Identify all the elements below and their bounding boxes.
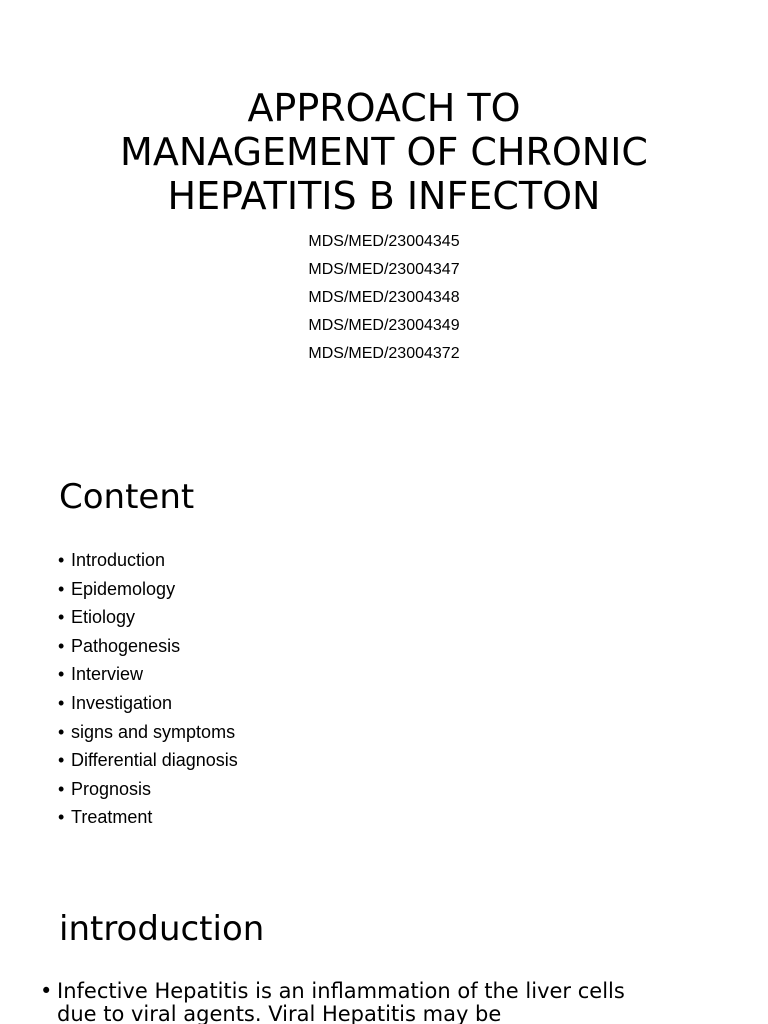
content-bullet-list [58,546,238,832]
introduction-heading: introduction [59,909,265,949]
title-slide [0,0,768,432]
student-id: MDS/MED/23004348 [308,289,460,306]
content-item: • Interview [58,660,238,689]
content-slide [0,432,768,864]
student-id-list [0,228,768,368]
introduction-text: Infective Hepatitis is an inflammation of the liver cells due to viral agents. Viral Hepatitis may be [57,979,625,1024]
student-id: MDS/MED/23004345 [308,233,460,250]
bullet-marker: • [40,979,53,1003]
content-item: • Introduction [58,546,238,575]
student-id: MDS/MED/23004372 [308,345,460,362]
content-item: • Treatment [58,803,238,832]
student-id: MDS/MED/23004349 [308,317,460,334]
content-item: • Pathogenesis [58,632,238,661]
content-item: • Investigation [58,689,238,718]
content-item: • Prognosis [58,775,238,804]
introduction-slide [0,864,768,1024]
content-item: • signs and symptoms [58,718,238,747]
introduction-bullet [40,980,657,1024]
student-id: MDS/MED/23004347 [308,261,460,278]
content-item: • Differential diagnosis [58,746,238,775]
content-item: • Etiology [58,603,238,632]
content-item: • Epidemology [58,575,238,604]
presentation-title: APPROACH TO MANAGEMENT OF CHRONIC HEPATITIS B INFECTON [120,86,648,218]
content-heading: Content [59,477,195,517]
